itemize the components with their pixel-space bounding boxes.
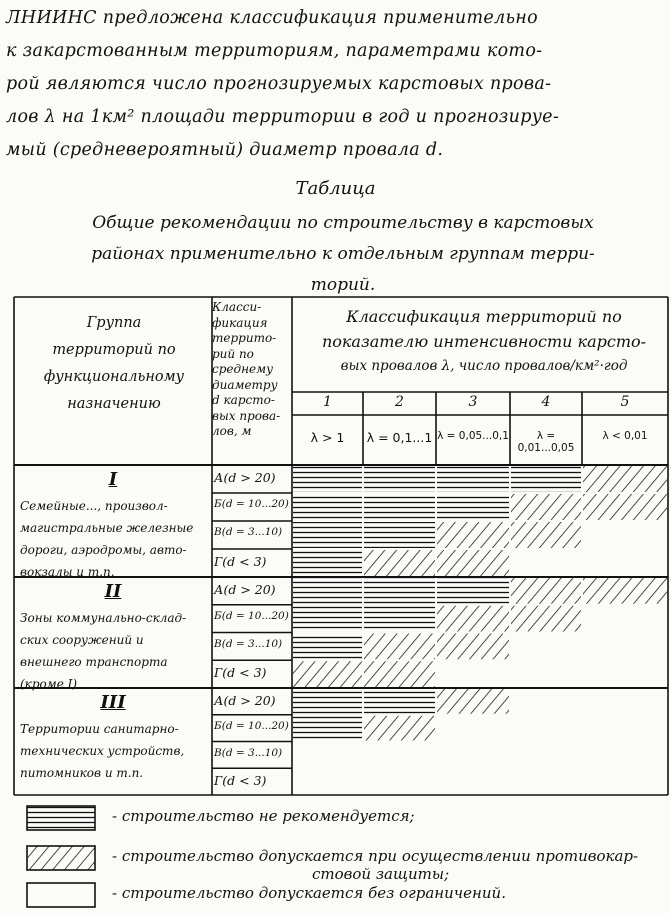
group-description-line: вокзалы и т.п.: [20, 565, 115, 579]
legend-text-H: [112, 807, 667, 825]
cell-g1-r3-c4: [511, 522, 581, 548]
header-diam-line: Класси-: [212, 300, 262, 314]
cell-g2-r3-c3: [437, 634, 509, 660]
header-group-line: функциональному: [43, 369, 185, 385]
group-description-3: [20, 718, 210, 784]
cell-g2-r3-c1: [293, 634, 362, 660]
column-number-3: 3: [468, 394, 478, 410]
cell-g3-r3-c4: [511, 743, 581, 768]
cell-g2-r3-c2: [364, 634, 435, 660]
column-number-4: 4: [541, 394, 551, 410]
group-roman-2: II: [104, 581, 122, 602]
header-classification-title: [300, 304, 668, 379]
header-diam-line: среднему: [212, 362, 274, 376]
column-lambda-2: λ = 0,1...1: [366, 430, 433, 445]
column-lambda-3: λ = 0,05...0,1: [437, 430, 509, 442]
cell-g3-r4-c4: [511, 769, 581, 794]
cell-g2-r1-c5: [583, 578, 667, 604]
cell-g1-r2-c3: [437, 494, 509, 520]
intro-line-4: лов λ на 1км² площади территории в год и прогнозируе-: [6, 107, 560, 127]
intro-line-3: рой являются число прогнозируемых карстовых прова-: [6, 74, 552, 94]
cell-g3-r2-c2: [364, 716, 435, 741]
group-description-line: питомников и т.п.: [20, 766, 144, 780]
cell-g3-r2-c5: [583, 716, 667, 741]
cell-g3-r2-c4: [511, 716, 581, 741]
cell-g2-r4-c5: [583, 661, 667, 687]
header-diam-line: вых прова-: [212, 408, 281, 423]
group-description-line: дороги, аэродромы, авто-: [20, 543, 187, 557]
header-diam-line: лов, м: [212, 424, 252, 438]
header-diam-line: d карсто-: [212, 393, 275, 407]
legend-line: - строительство допускается при осуществлении противокар-: [112, 847, 639, 865]
header-group-line: Группа: [86, 315, 142, 331]
header-class-line: показателю интенсивности карсто-: [321, 332, 647, 351]
cell-g3-r3-c1: [293, 743, 362, 768]
group-description-line: магистральные железные: [20, 521, 194, 535]
cell-g1-r4-c4: [511, 550, 581, 576]
cell-g3-r1-c4: [511, 689, 581, 714]
cell-g3-r3-c3: [437, 743, 509, 768]
cell-g1-r4-c2: [364, 550, 435, 576]
legend-swatch-N: [26, 882, 96, 908]
cell-g1-r2-c1: [293, 494, 362, 520]
cell-g2-r2-c1: [293, 606, 362, 632]
cell-g2-r1-c2: [364, 578, 435, 604]
cell-g1-r4-c1: [293, 550, 362, 576]
cell-g2-r4-c1: [293, 661, 362, 687]
cell-g1-r1-c3: [437, 466, 509, 492]
header-group-column: [18, 310, 210, 418]
cell-g3-r1-c2: [364, 689, 435, 714]
legend-swatch-H: [26, 805, 96, 831]
intro-line-5: мый (средневероятный) диаметр провала d.: [6, 140, 444, 160]
cell-g3-r4-c5: [583, 769, 667, 794]
cell-g3-r2-c1: [293, 716, 362, 741]
column-number-5: 5: [620, 394, 630, 410]
legend-line: - строительство допускается без ограничений.: [112, 884, 506, 902]
cell-g3-r3-c2: [364, 743, 435, 768]
cell-g2-r4-c3: [437, 661, 509, 687]
group-description-2: [20, 607, 210, 695]
caption-line-3: торий.: [310, 275, 376, 295]
cell-g3-r1-c5: [583, 689, 667, 714]
cell-g3-r1-c1: [293, 689, 362, 714]
cell-g2-r1-c4: [511, 578, 581, 604]
header-diam-line: диаметру: [212, 377, 278, 392]
table-title: Таблица: [295, 178, 376, 199]
group-description-line: Территории санитарно-: [20, 722, 179, 736]
cell-g3-r2-c3: [437, 716, 509, 741]
cell-g2-r3-c5: [583, 634, 667, 660]
header-class-line: вых провалов λ, число провалов/км²·год: [340, 358, 628, 374]
header-diam-line: рий по: [212, 346, 254, 361]
diameter-class-label: А(d > 20): [214, 582, 276, 597]
cell-g1-r4-c5: [583, 550, 667, 576]
table-cells: [293, 466, 667, 794]
header-class-line: Классификация территорий по: [346, 307, 622, 326]
cell-g1-r3-c2: [364, 522, 435, 548]
diameter-class-label: В(d = 3...10): [214, 526, 283, 538]
cell-g1-r1-c4: [511, 466, 581, 492]
diameter-class-label: В(d = 3...10): [214, 637, 283, 650]
group-description-line: внешнего транспорта: [20, 655, 168, 669]
group-roman-3: III: [100, 692, 126, 713]
diameter-class-label: Б(d = 10...20): [214, 498, 289, 510]
cell-g1-r1-c1: [293, 466, 362, 492]
cell-g1-r3-c3: [437, 522, 509, 548]
legend-text-D: [112, 847, 667, 883]
diameter-class-label: Г(d < 3): [214, 773, 267, 789]
column-number-2: 2: [395, 394, 404, 410]
column-lambda-4: λ = 0,01...0,05: [517, 430, 575, 454]
cell-g2-r2-c2: [364, 606, 435, 632]
cell-g2-r1-c3: [437, 578, 509, 604]
group-description-line: технических устройств,: [20, 744, 185, 758]
cell-g3-r4-c1: [293, 769, 362, 794]
diameter-class-label: В(d = 3...10): [214, 746, 283, 759]
diameter-class-label: Б(d = 10...20): [214, 609, 289, 622]
intro-line-1: ЛНИИНС предложена классификация применительно: [6, 8, 538, 28]
cell-g1-r2-c5: [583, 494, 667, 520]
cell-g3-r3-c5: [583, 743, 667, 768]
cell-g2-r1-c1: [293, 578, 362, 604]
caption-line-1: Общие рекомендации по строительству в карстовых: [92, 213, 594, 233]
intro-line-2: к закарстованным территориям, параметрами кото-: [6, 41, 543, 61]
column-lambda-1: λ > 1: [310, 430, 345, 445]
diameter-class-label: А(d > 20): [214, 470, 276, 485]
cell-g3-r4-c3: [437, 769, 509, 794]
cell-g1-r2-c2: [364, 494, 435, 520]
diameter-class-label: Г(d < 3): [214, 554, 267, 569]
legend-text-N: [112, 884, 667, 902]
cell-g2-r2-c4: [511, 606, 581, 632]
header-diam-line: фикация: [212, 315, 268, 330]
header-group-line: территорий по: [52, 342, 176, 358]
group-description-line: (кроме I): [20, 677, 78, 691]
caption-line-2: районах применительно к отдельным группам терри-: [91, 244, 595, 264]
cell-g1-r1-c2: [364, 466, 435, 492]
diameter-class-label: Г(d < 3): [214, 665, 267, 681]
legend-line: - строительство не рекомендуется;: [112, 807, 415, 825]
cell-g2-r4-c4: [511, 661, 581, 687]
group-description-line: ских сооружений и: [20, 633, 144, 647]
group-description-1: [20, 495, 210, 583]
cell-g3-r1-c3: [437, 689, 509, 714]
header-diam-line: террито-: [212, 331, 277, 345]
column-lambda-5: λ < 0,01: [602, 430, 648, 442]
diameter-class-label: Б(d = 10...20): [214, 719, 289, 732]
cell-g2-r4-c2: [364, 661, 435, 687]
legend-swatch-D: [26, 845, 96, 871]
column-number-1: 1: [323, 394, 332, 410]
legend-line: стовой защиты;: [312, 865, 450, 883]
cell-g1-r3-c5: [583, 522, 667, 548]
cell-g2-r2-c5: [583, 606, 667, 632]
cell-g2-r3-c4: [511, 634, 581, 660]
header-diameter-column: [212, 300, 294, 440]
cell-g1-r4-c3: [437, 550, 509, 576]
cell-g1-r3-c1: [293, 522, 362, 548]
group-description-line: Семейные..., произвол-: [20, 499, 168, 513]
header-group-line: назначению: [67, 396, 161, 412]
cell-g3-r4-c2: [364, 769, 435, 794]
diameter-class-label: А(d > 20): [214, 693, 276, 708]
cell-g2-r2-c3: [437, 606, 509, 632]
cell-g1-r2-c4: [511, 494, 581, 520]
cell-g1-r1-c5: [583, 466, 667, 492]
group-roman-1: I: [108, 469, 118, 490]
group-description-line: Зоны коммунально-склад-: [20, 611, 187, 625]
